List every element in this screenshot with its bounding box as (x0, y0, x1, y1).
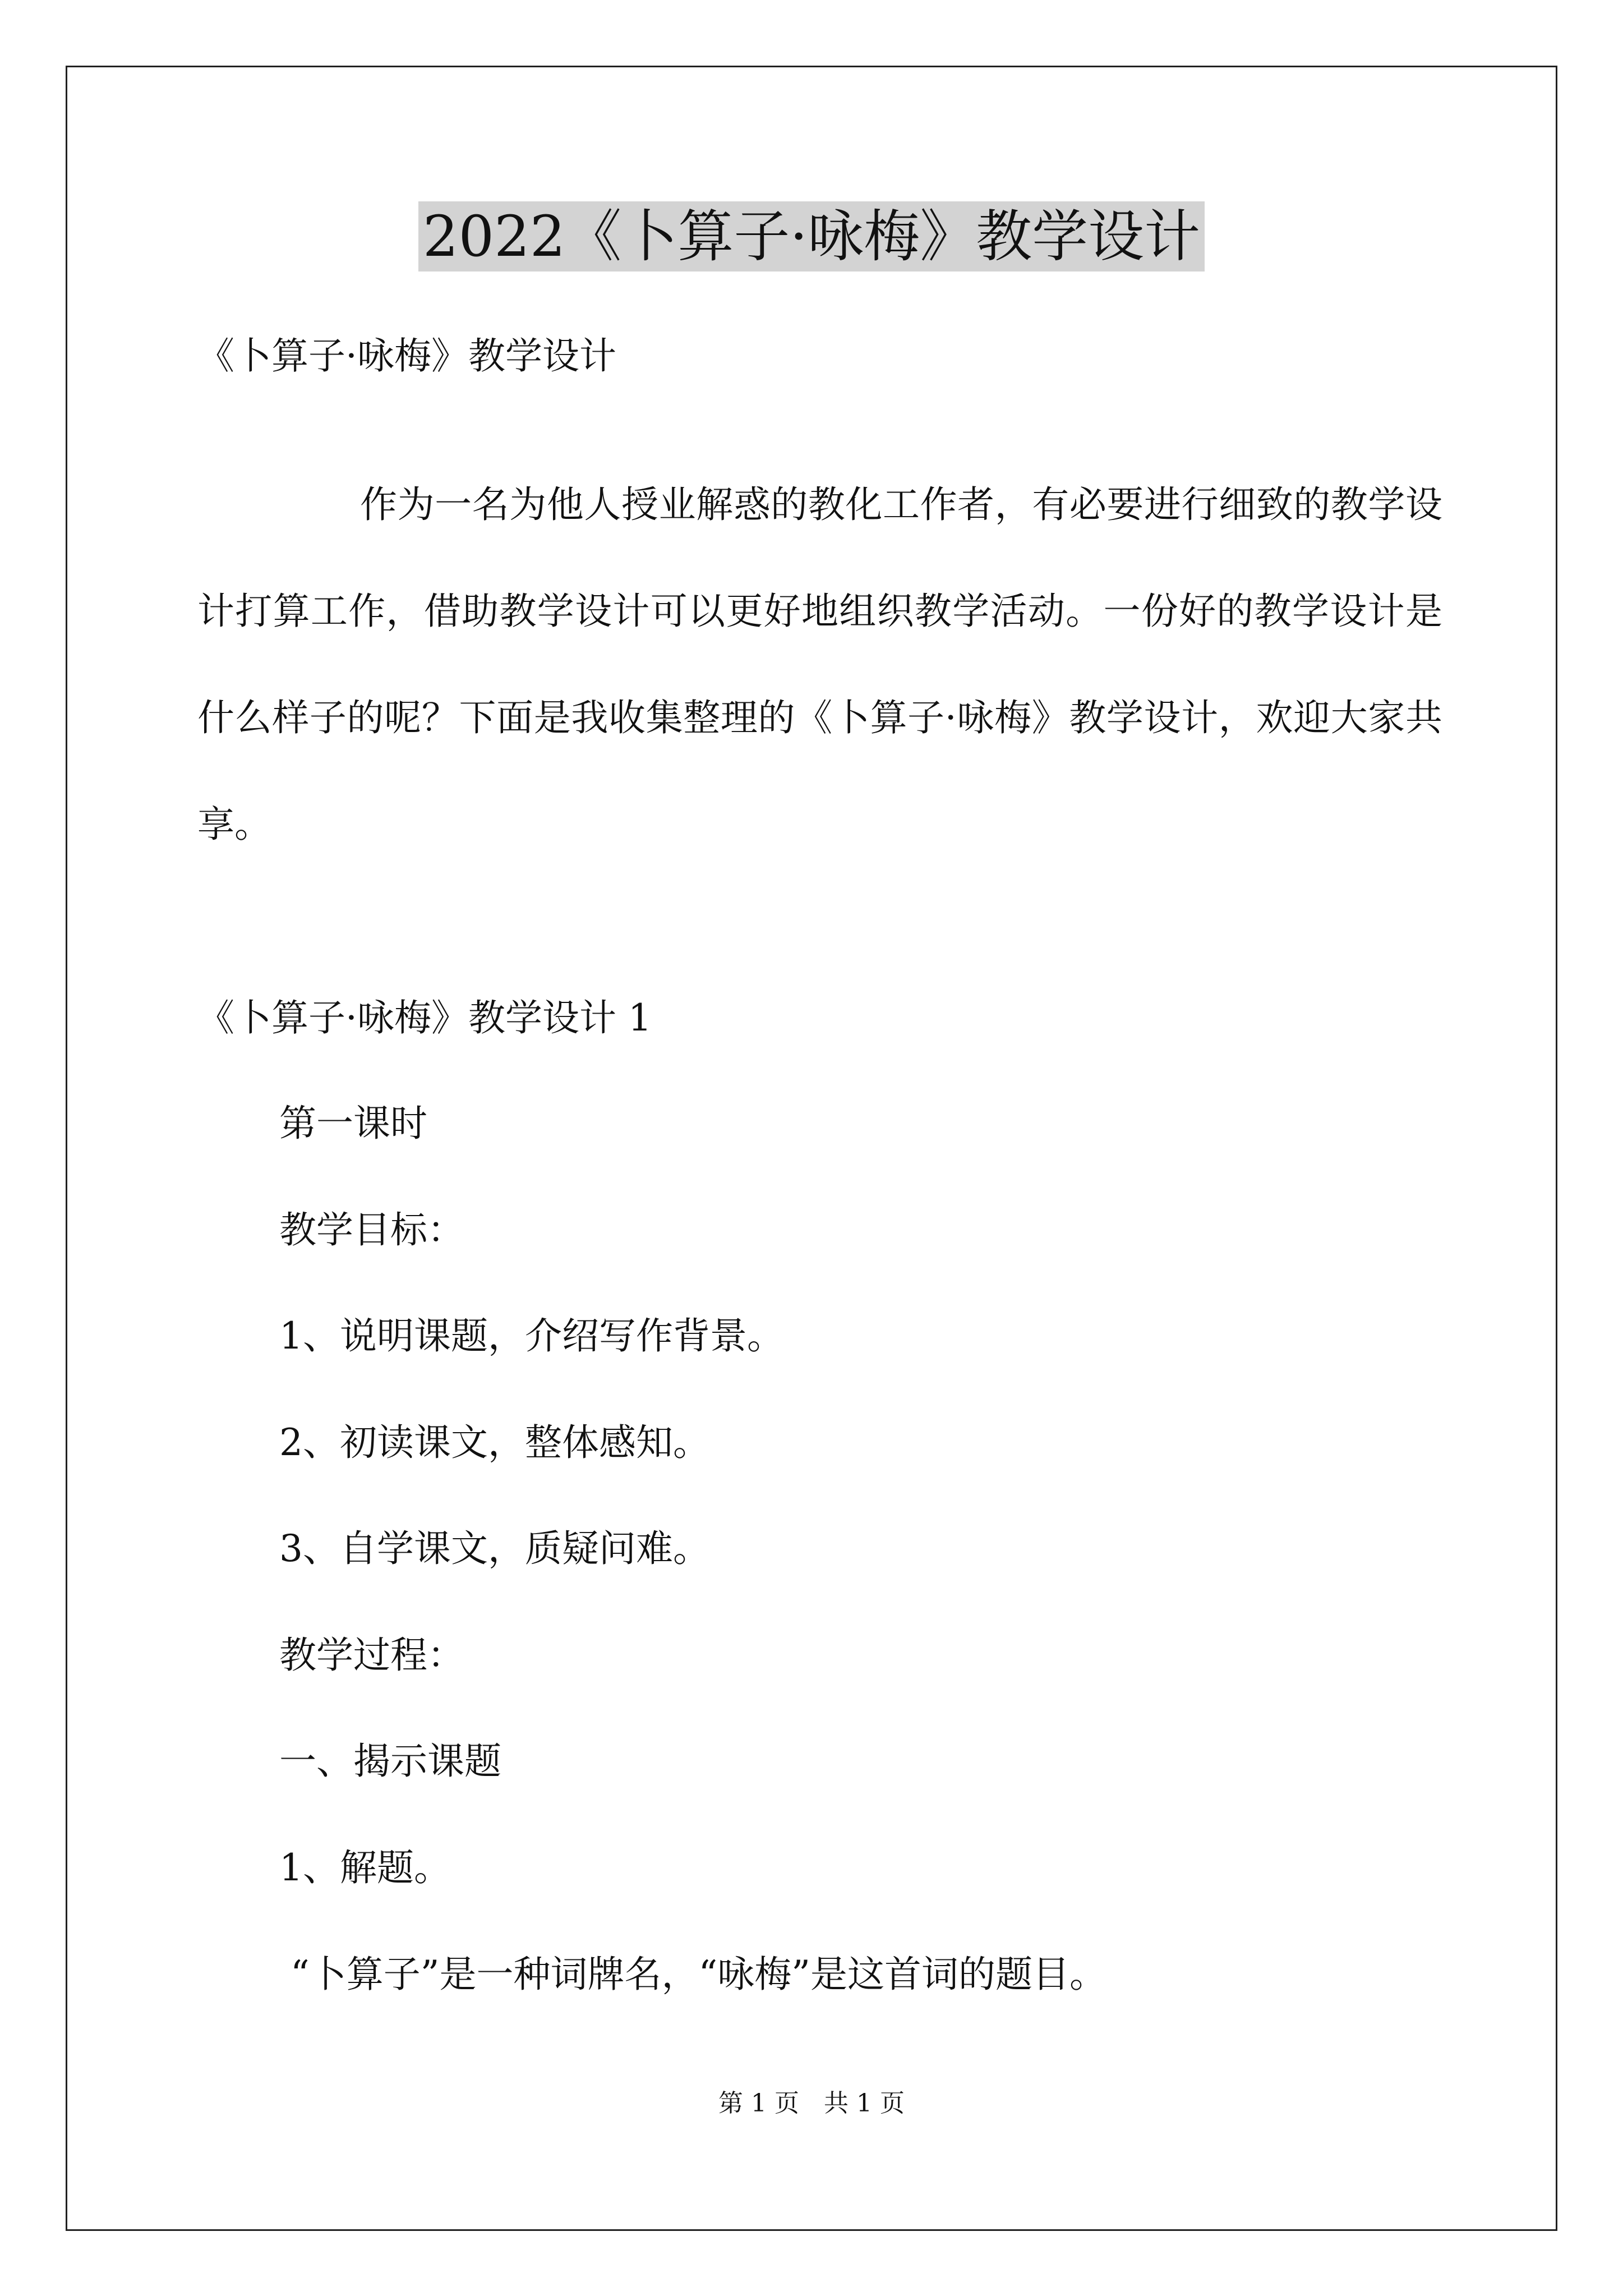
process-step-1: 一、揭示课题 (279, 1740, 501, 1783)
document-title-text: 2022《卜算子·咏梅》教学设计 (418, 201, 1205, 272)
explanation-text: “卜算子”是一种词牌名，“咏梅”是这首词的题目。 (291, 1953, 1106, 1996)
document-title (0, 197, 1623, 276)
page-footer: 第 1 页 共 1 页 (718, 2089, 905, 2118)
teaching-process-heading: 教学过程： (279, 1634, 464, 1677)
goal-item-2: 2、初读课文，整体感知。 (279, 1421, 710, 1464)
teaching-goals-heading: 教学目标： (279, 1208, 464, 1251)
process-substep-1: 1、解题。 (279, 1846, 451, 1889)
goal-item-1: 1、说明课题，介绍写作背景。 (279, 1314, 784, 1358)
goal-item-3: 3、自学课文，质疑问难。 (279, 1527, 710, 1570)
lesson-period: 第一课时 (279, 1102, 427, 1145)
document-subtitle: 《卜算子·咏梅》教学设计 (197, 334, 616, 378)
section-heading: 《卜算子·咏梅》教学设计 1 (197, 996, 652, 1039)
intro-paragraph: 作为一名为他人授业解惑的教化工作者，有必要进行细致的教学设计打算工作，借助教学设计可以更好地组织教学活动。一份好的教学设计是什么样子的呢？下面是我收集整理的《卜算子·咏梅》教学设计，欢迎大家共享。 (197, 483, 1442, 846)
